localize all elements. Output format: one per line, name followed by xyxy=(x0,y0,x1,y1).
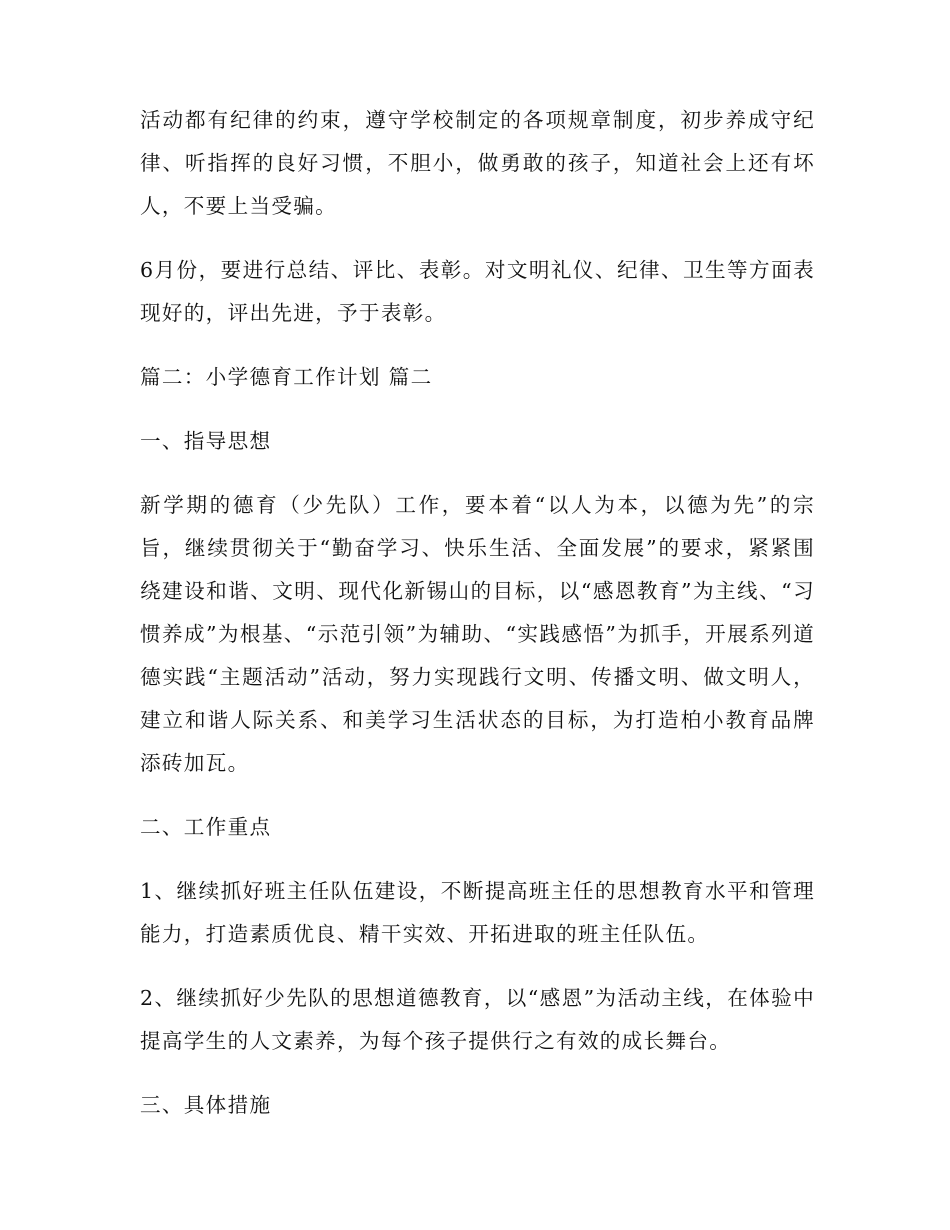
paragraph-gap xyxy=(140,956,815,977)
paragraph-gap xyxy=(140,785,815,806)
paragraph-discipline: 活动都有纪律的约束，遵守学校制定的各项规章制度，初步养成守纪律、听指挥的良好习惯，不胆小，做勇敢的孩子，知道社会上还有坏人，不要上当受骗。 xyxy=(140,108,815,218)
paragraph-gap xyxy=(140,849,815,870)
heading-guiding-thought: 一、指导思想 xyxy=(140,429,272,453)
paragraph-focus-2: 2、继续抓好少先队的思想道德教育，以“感恩”为活动主线，在体验中提高学生的人文素养，为每个孩子提供行之有效的成长舞台。 xyxy=(140,986,815,1053)
paragraph-gap xyxy=(140,463,815,484)
heading-work-focus: 二、工作重点 xyxy=(140,815,272,839)
paragraph-gap xyxy=(140,399,815,420)
paragraph-guiding-thought: 新学期的德育（少先队）工作，要本着“以人为本，以德为先”的宗旨，继续贯彻关于“勤奋学习、快乐生活、全面发展”的要求，紧紧围绕建设和谐、文明、现代化新锡山的目标，以“感恩教育”为主线、“习惯养成”为根基、“示范引领”为辅助、“实践感悟”为抓手，开展系列道德实践“主题活动”活动，努力实现践行文明、传播文明、做文明人，建立和谐人际关系、和美学习生活状态的目标，为打造柏小教育品牌添砖加瓦。 xyxy=(140,493,815,775)
paragraph-gap xyxy=(140,228,815,249)
document-page xyxy=(140,99,815,1127)
paragraph-focus-1: 1、继续抓好班主任队伍建设，不断提高班主任的思想教育水平和管理能力，打造素质优良、精干实效、开拓进取的班主任队伍。 xyxy=(140,879,815,946)
heading-measures: 三、具体措施 xyxy=(140,1093,272,1117)
paragraph-gap xyxy=(140,1063,815,1084)
paragraph-gap xyxy=(140,335,815,356)
section-title: 篇二：小学德育工作计划 篇二 xyxy=(140,365,433,389)
paragraph-june-summary: 6月份，要进行总结、评比、表彰。对文明礼仪、纪律、卫生等方面表现好的，评出先进，予于表彰。 xyxy=(140,258,815,325)
